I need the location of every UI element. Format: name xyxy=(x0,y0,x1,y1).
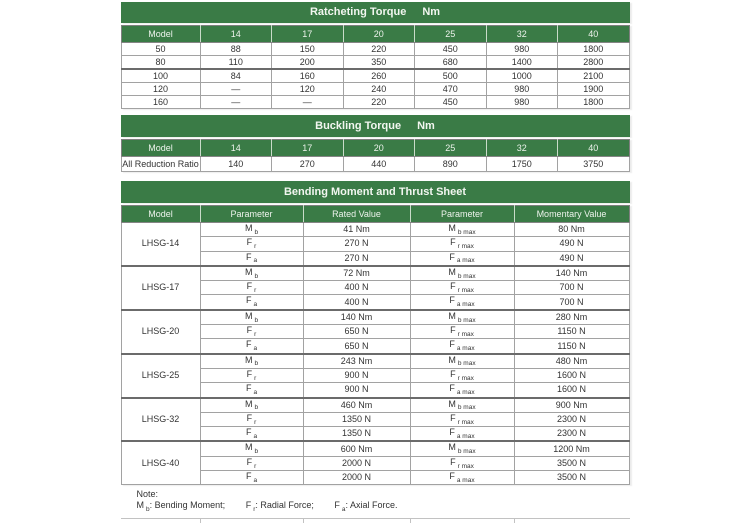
parameter-cell xyxy=(410,354,514,369)
momentary-value-cell: 700 N xyxy=(514,295,629,310)
param-subscript: r max xyxy=(457,286,474,294)
column-header: 14 xyxy=(200,140,272,157)
param-subscript: a xyxy=(253,257,258,265)
param-letter: F xyxy=(449,251,455,262)
param-letter: F xyxy=(450,368,456,379)
parameter-cell xyxy=(410,295,514,310)
param-letter: F xyxy=(246,237,253,248)
parameter-cell xyxy=(410,237,514,251)
table-row xyxy=(121,398,629,413)
parameter-cell xyxy=(200,266,303,281)
parameter-cell xyxy=(410,223,514,237)
param-letter: M xyxy=(448,266,456,277)
parameter-cell xyxy=(200,354,303,369)
value-cell: 890 xyxy=(415,157,487,172)
rated-value-cell: 2000 N xyxy=(303,471,410,485)
title-text: Ratcheting Torque xyxy=(309,6,407,18)
param-letter: M xyxy=(244,398,253,409)
param-letter: F xyxy=(449,471,455,482)
note-definition xyxy=(245,500,314,514)
param-letter: M xyxy=(244,442,253,453)
value-cell: 270 xyxy=(272,157,344,172)
table-row xyxy=(121,96,629,109)
param-letter: F xyxy=(245,251,252,262)
param-subscript: b max xyxy=(457,404,476,412)
param-letter: M xyxy=(136,500,144,511)
param-subscript: b max xyxy=(457,228,476,236)
parameter-cell xyxy=(410,368,514,382)
column-header: 40 xyxy=(558,140,630,157)
title-text: Bending Moment and Thrust Sheet xyxy=(283,186,467,198)
param-subscript: r max xyxy=(457,418,474,426)
param-subscript: a max xyxy=(456,476,475,484)
table-row xyxy=(121,43,629,56)
value-cell: 140 xyxy=(200,157,272,172)
model-cell: LHSG-32 xyxy=(121,398,200,442)
value-cell: 470 xyxy=(415,83,487,96)
header-row xyxy=(121,26,629,43)
rated-value-cell: 400 N xyxy=(303,281,410,295)
momentary-value-cell: 490 N xyxy=(514,251,629,266)
param-subscript: r max xyxy=(457,462,474,470)
momentary-value-cell: 1600 N xyxy=(514,368,629,382)
value-cell: 3750 xyxy=(558,157,630,172)
note-label: Note: xyxy=(136,489,159,500)
momentary-value-cell: 280 Nm xyxy=(514,310,629,325)
table-row xyxy=(121,69,629,83)
model-cell: LHSG-25 xyxy=(121,354,200,398)
momentary-value-cell: 1200 Nm xyxy=(514,441,629,456)
param-letter: F xyxy=(449,295,455,306)
value-cell: 88 xyxy=(200,43,272,56)
value-cell: 110 xyxy=(200,56,272,70)
value-cell: 1800 xyxy=(558,96,630,109)
bending-moment-table xyxy=(121,205,630,485)
param-subscript: a xyxy=(253,301,258,309)
value-cell: — xyxy=(200,83,272,96)
parameter-cell xyxy=(200,427,303,442)
model-cell: 80 xyxy=(121,56,200,70)
param-letter: F xyxy=(334,500,340,511)
value-cell: 260 xyxy=(343,69,415,83)
momentary-value-cell: 480 Nm xyxy=(514,354,629,369)
column-header: Model xyxy=(121,26,200,43)
momentary-value-cell: 1150 N xyxy=(514,325,629,339)
parameter-cell xyxy=(410,398,514,413)
value-cell: 240 xyxy=(343,83,415,96)
param-subscript: b xyxy=(254,228,259,236)
table-row xyxy=(121,266,629,281)
parameter-cell xyxy=(200,456,303,470)
rated-value-cell: 2000 N xyxy=(303,456,410,470)
parameter-cell xyxy=(410,281,514,295)
rated-value-cell: 600 Nm xyxy=(303,441,410,456)
momentary-value-cell: 3500 N xyxy=(514,471,629,485)
value-cell: 2800 xyxy=(558,56,630,70)
param-letter: M xyxy=(244,310,253,321)
momentary-value-cell: 1150 N xyxy=(514,339,629,354)
param-letter: M xyxy=(448,223,456,233)
parameter-cell xyxy=(410,456,514,470)
param-subscript: a max xyxy=(456,389,475,397)
param-subscript: a max xyxy=(456,345,475,353)
param-letter: M xyxy=(448,310,456,321)
column-header: Momentary Value xyxy=(514,206,629,223)
param-letter: F xyxy=(450,281,456,292)
param-letter: F xyxy=(449,339,455,350)
value-cell: — xyxy=(200,96,272,109)
momentary-value-cell: 700 N xyxy=(514,281,629,295)
rated-value-cell: 1350 N xyxy=(303,412,410,426)
param-subscript: b xyxy=(254,448,259,456)
param-subscript: r max xyxy=(457,330,474,338)
value-cell: 1000 xyxy=(486,69,558,83)
param-letter: M xyxy=(448,398,456,409)
value-cell: 1800 xyxy=(558,43,630,56)
param-subscript: a max xyxy=(456,432,475,440)
value-cell: 680 xyxy=(415,56,487,70)
value-cell: 980 xyxy=(486,43,558,56)
header-row xyxy=(121,206,629,223)
parameter-cell xyxy=(410,471,514,485)
note-definition xyxy=(136,500,226,514)
spec-sheet-page xyxy=(121,0,630,524)
param-letter: F xyxy=(450,237,456,248)
param-subscript: r xyxy=(254,330,257,338)
param-subscript: r xyxy=(254,374,257,382)
param-subscript: a max xyxy=(456,301,475,309)
momentary-value-cell: 2300 N xyxy=(514,412,629,426)
model-cell: 100 xyxy=(121,69,200,83)
param-subscript: a xyxy=(253,476,258,484)
parameter-cell xyxy=(410,441,514,456)
parameter-cell xyxy=(200,237,303,251)
param-subscript: a xyxy=(253,345,258,353)
parameter-cell xyxy=(200,295,303,310)
column-header: 25 xyxy=(415,26,487,43)
value-cell: 200 xyxy=(272,56,344,70)
model-cell: 50 xyxy=(121,43,200,56)
param-letter: F xyxy=(246,412,253,423)
ratcheting-torque-title xyxy=(121,2,630,23)
param-letter: F xyxy=(449,383,455,394)
param-letter: M xyxy=(244,223,253,233)
value-cell: 500 xyxy=(415,69,487,83)
parameter-cell xyxy=(200,339,303,354)
column-header: Parameter xyxy=(200,206,303,223)
note-definition xyxy=(334,500,398,514)
parameter-cell xyxy=(410,251,514,266)
value-cell: 440 xyxy=(343,157,415,172)
bending-moment-title xyxy=(121,181,630,203)
param-subscript: a xyxy=(341,506,346,514)
param-letter: F xyxy=(450,456,456,467)
column-header: 40 xyxy=(558,26,630,43)
param-letter: F xyxy=(245,295,252,306)
column-header: 17 xyxy=(272,140,344,157)
param-subscript: r xyxy=(254,418,257,426)
model-cell: LHSG-40 xyxy=(121,441,200,484)
model-cell: 120 xyxy=(121,83,200,96)
model-cell: LHSG-17 xyxy=(121,266,200,310)
value-cell: 1900 xyxy=(558,83,630,96)
momentary-value-cell: 3500 N xyxy=(514,456,629,470)
rated-value-cell: 270 N xyxy=(303,237,410,251)
parameter-cell xyxy=(200,441,303,456)
param-subscript: r xyxy=(254,462,257,470)
param-letter: F xyxy=(245,471,252,482)
title-unit: Nm xyxy=(417,120,435,132)
value-cell: 450 xyxy=(415,43,487,56)
param-letter: F xyxy=(450,412,456,423)
note-definition-text: : Radial Force; xyxy=(255,500,314,511)
param-letter: F xyxy=(245,500,252,511)
model-cell: 160 xyxy=(121,96,200,109)
table-row xyxy=(121,56,629,70)
rated-value-cell: 243 Nm xyxy=(303,354,410,369)
param-subscript: r max xyxy=(457,374,474,382)
param-subscript: a xyxy=(253,389,258,397)
page-cut-line xyxy=(121,518,630,524)
param-letter: F xyxy=(245,339,252,350)
param-letter: F xyxy=(449,427,455,438)
parameter-cell xyxy=(200,383,303,398)
parameter-cell xyxy=(200,310,303,325)
param-letter: M xyxy=(448,442,456,453)
parameter-cell xyxy=(200,223,303,237)
value-cell: — xyxy=(272,96,344,109)
column-header: 20 xyxy=(343,26,415,43)
parameter-cell xyxy=(200,471,303,485)
column-header: 32 xyxy=(486,140,558,157)
param-subscript: b max xyxy=(457,448,476,456)
table-row xyxy=(121,354,629,369)
param-letter: M xyxy=(244,266,253,277)
param-letter: M xyxy=(448,354,456,365)
momentary-value-cell: 1600 N xyxy=(514,383,629,398)
value-cell: 84 xyxy=(200,69,272,83)
parameter-cell xyxy=(200,325,303,339)
param-subscript: r xyxy=(253,506,256,514)
value-cell: 450 xyxy=(415,96,487,109)
parameter-cell xyxy=(410,339,514,354)
column-header: 20 xyxy=(343,140,415,157)
column-header: 17 xyxy=(272,26,344,43)
value-cell: 2100 xyxy=(558,69,630,83)
note-definition-text: : Axial Force. xyxy=(345,500,398,511)
column-header: Parameter xyxy=(410,206,514,223)
table-row xyxy=(121,223,629,237)
parameter-cell xyxy=(200,398,303,413)
rated-value-cell: 400 N xyxy=(303,295,410,310)
buckling-torque-title xyxy=(121,115,630,137)
table-row xyxy=(121,157,629,172)
value-cell: 120 xyxy=(272,83,344,96)
rated-value-cell: 270 N xyxy=(303,251,410,266)
title-unit: Nm xyxy=(422,6,441,18)
param-subscript: b max xyxy=(457,360,476,368)
rated-value-cell: 650 N xyxy=(303,339,410,354)
momentary-value-cell: 900 Nm xyxy=(514,398,629,413)
rated-value-cell: 1350 N xyxy=(303,427,410,442)
parameter-cell xyxy=(410,266,514,281)
value-cell: 980 xyxy=(486,83,558,96)
parameter-cell xyxy=(200,368,303,382)
value-cell: 220 xyxy=(343,43,415,56)
buckling-torque-table xyxy=(121,139,630,172)
column-header: Model xyxy=(121,206,200,223)
column-header: 32 xyxy=(486,26,558,43)
parameter-cell xyxy=(410,310,514,325)
value-cell: 980 xyxy=(486,96,558,109)
parameter-cell xyxy=(200,412,303,426)
param-letter: F xyxy=(246,456,253,467)
value-cell: 220 xyxy=(343,96,415,109)
model-cell: All Reduction Ratio xyxy=(121,157,200,172)
column-header: Rated Value xyxy=(303,206,410,223)
note-definition-text: : Bending Moment; xyxy=(149,500,226,511)
param-letter: F xyxy=(246,325,253,336)
momentary-value-cell: 80 Nm xyxy=(514,223,629,237)
parameter-cell xyxy=(410,427,514,442)
value-cell: 160 xyxy=(272,69,344,83)
param-letter: F xyxy=(246,368,253,379)
note-definitions xyxy=(137,500,630,513)
param-subscript: a xyxy=(253,432,258,440)
rated-value-cell: 72 Nm xyxy=(303,266,410,281)
value-cell: 350 xyxy=(343,56,415,70)
param-letter: F xyxy=(450,325,456,336)
column-header: 14 xyxy=(200,26,272,43)
column-header: Model xyxy=(121,140,200,157)
param-subscript: b xyxy=(254,360,259,368)
param-letter: F xyxy=(245,427,252,438)
param-subscript: r max xyxy=(457,243,474,251)
rated-value-cell: 900 N xyxy=(303,368,410,382)
column-header: 25 xyxy=(415,140,487,157)
ratcheting-torque-table xyxy=(121,25,630,109)
param-subscript: b xyxy=(254,316,259,324)
param-letter: F xyxy=(246,281,253,292)
header-row xyxy=(121,140,629,157)
param-subscript: b xyxy=(254,404,259,412)
model-cell: LHSG-20 xyxy=(121,310,200,354)
param-subscript: r xyxy=(254,243,257,251)
param-subscript: b xyxy=(146,506,150,514)
param-letter: F xyxy=(245,383,252,394)
model-cell: LHSG-14 xyxy=(121,223,200,266)
table-row xyxy=(121,441,629,456)
note-section xyxy=(121,485,630,513)
param-subscript: r xyxy=(254,286,257,294)
parameter-cell xyxy=(410,325,514,339)
parameter-cell xyxy=(410,383,514,398)
param-subscript: a max xyxy=(456,257,475,265)
rated-value-cell: 650 N xyxy=(303,325,410,339)
title-text: Buckling Torque xyxy=(315,120,402,132)
table-row xyxy=(121,310,629,325)
momentary-value-cell: 140 Nm xyxy=(514,266,629,281)
rated-value-cell: 41 Nm xyxy=(303,223,410,237)
parameter-cell xyxy=(200,251,303,266)
value-cell: 150 xyxy=(272,43,344,56)
value-cell: 1750 xyxy=(486,157,558,172)
parameter-cell xyxy=(200,281,303,295)
rated-value-cell: 140 Nm xyxy=(303,310,410,325)
rated-value-cell: 460 Nm xyxy=(303,398,410,413)
momentary-value-cell: 490 N xyxy=(514,237,629,251)
parameter-cell xyxy=(410,412,514,426)
value-cell: 1400 xyxy=(486,56,558,70)
momentary-value-cell: 2300 N xyxy=(514,427,629,442)
param-subscript: b xyxy=(254,272,259,280)
param-subscript: b max xyxy=(457,272,476,280)
param-subscript: b max xyxy=(457,316,476,324)
param-letter: M xyxy=(244,354,253,365)
table-row xyxy=(121,83,629,96)
rated-value-cell: 900 N xyxy=(303,383,410,398)
